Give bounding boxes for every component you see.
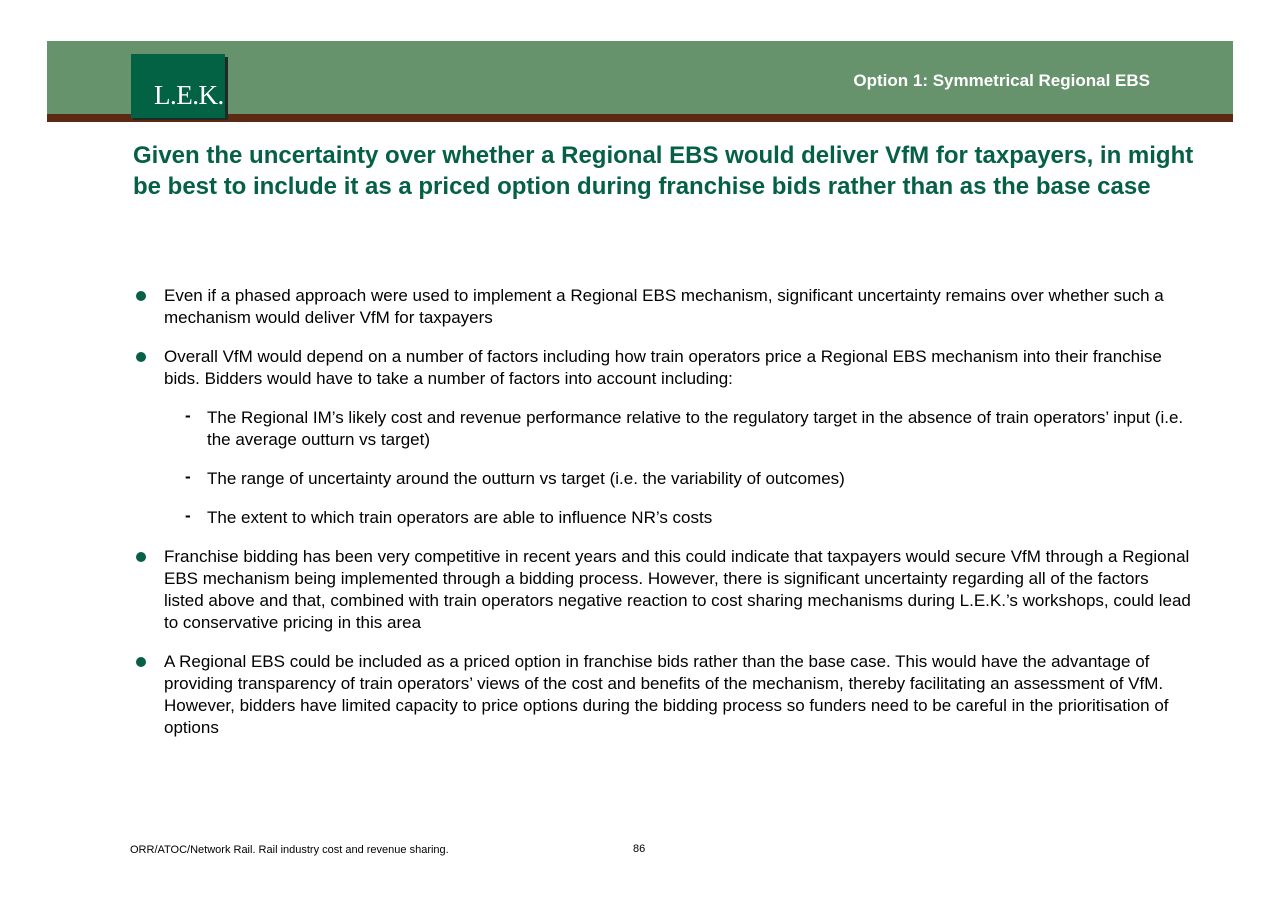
sub-bullet-list (164, 407, 1193, 529)
bullet-text: A Regional EBS could be included as a priced option in franchise bids rather than the base case. This would have the advantage of providing transparency of train operators’ views of the cost and benefits of the mechanism, thereby facilitating an assessment of VfM. However, bidders have limited capacity to price options during the bidding process so funders need to be careful in the prioritisation of options (164, 652, 1169, 737)
dash-icon: - (185, 406, 191, 425)
bullet-list (133, 285, 1193, 756)
page-title: Given the uncertainty over whether a Regional EBS would deliver VfM for taxpayers, in might be best to include it as a priced option during franchise bids rather than as the base case (133, 142, 1194, 200)
bullet-text: Even if a phased approach were used to implement a Regional EBS mechanism, significant uncertainty remains over whether such a mechanism would deliver VfM for taxpayers (164, 286, 1164, 327)
bullet-item (133, 285, 1193, 329)
bullet-item (133, 651, 1193, 739)
sub-bullet-item (164, 507, 1193, 529)
page-number: 86 (633, 843, 646, 855)
sub-bullet-text: The extent to which train operators are able to influence NR’s costs (207, 508, 713, 527)
bullet-dot-icon (136, 352, 146, 362)
section-label: Option 1: Symmetrical Regional EBS (853, 71, 1150, 90)
sub-bullet-text: The Regional IM’s likely cost and revenue performance relative to the regulatory target in the absence of train operators’ input (i.e. the average outturn vs target) (207, 408, 1184, 449)
sub-bullet-item (164, 407, 1193, 451)
bullet-text: Overall VfM would depend on a number of factors including how train operators price a Regional EBS mechanism into their franchise bids. Bidders would have to take a number of factors into account including: (164, 347, 1162, 388)
bullet-item (133, 346, 1193, 529)
sub-bullet-item (164, 468, 1193, 490)
dash-icon: - (185, 467, 191, 486)
bullet-item (133, 546, 1193, 634)
sub-bullet-text: The range of uncertainty around the outturn vs target (i.e. the variability of outcomes) (207, 469, 845, 488)
bullet-dot-icon (136, 291, 146, 301)
dash-icon: - (185, 506, 191, 525)
footer-source: ORR/ATOC/Network Rail. Rail industry cost and revenue sharing. (130, 844, 449, 856)
bullet-dot-icon (136, 657, 146, 667)
bullet-text: Franchise bidding has been very competitive in recent years and this could indicate that taxpayers would secure VfM through a Regional EBS mechanism being implemented through a bidding process. However, there is significant uncertainty regarding all of the factors listed above and that, combined with train operators negative reaction to cost sharing mechanisms during L.E.K.’s workshops, could lead to conservative pricing in this area (164, 547, 1191, 632)
bullet-dot-icon (136, 552, 146, 562)
lek-logo: L.E.K. (131, 54, 225, 118)
